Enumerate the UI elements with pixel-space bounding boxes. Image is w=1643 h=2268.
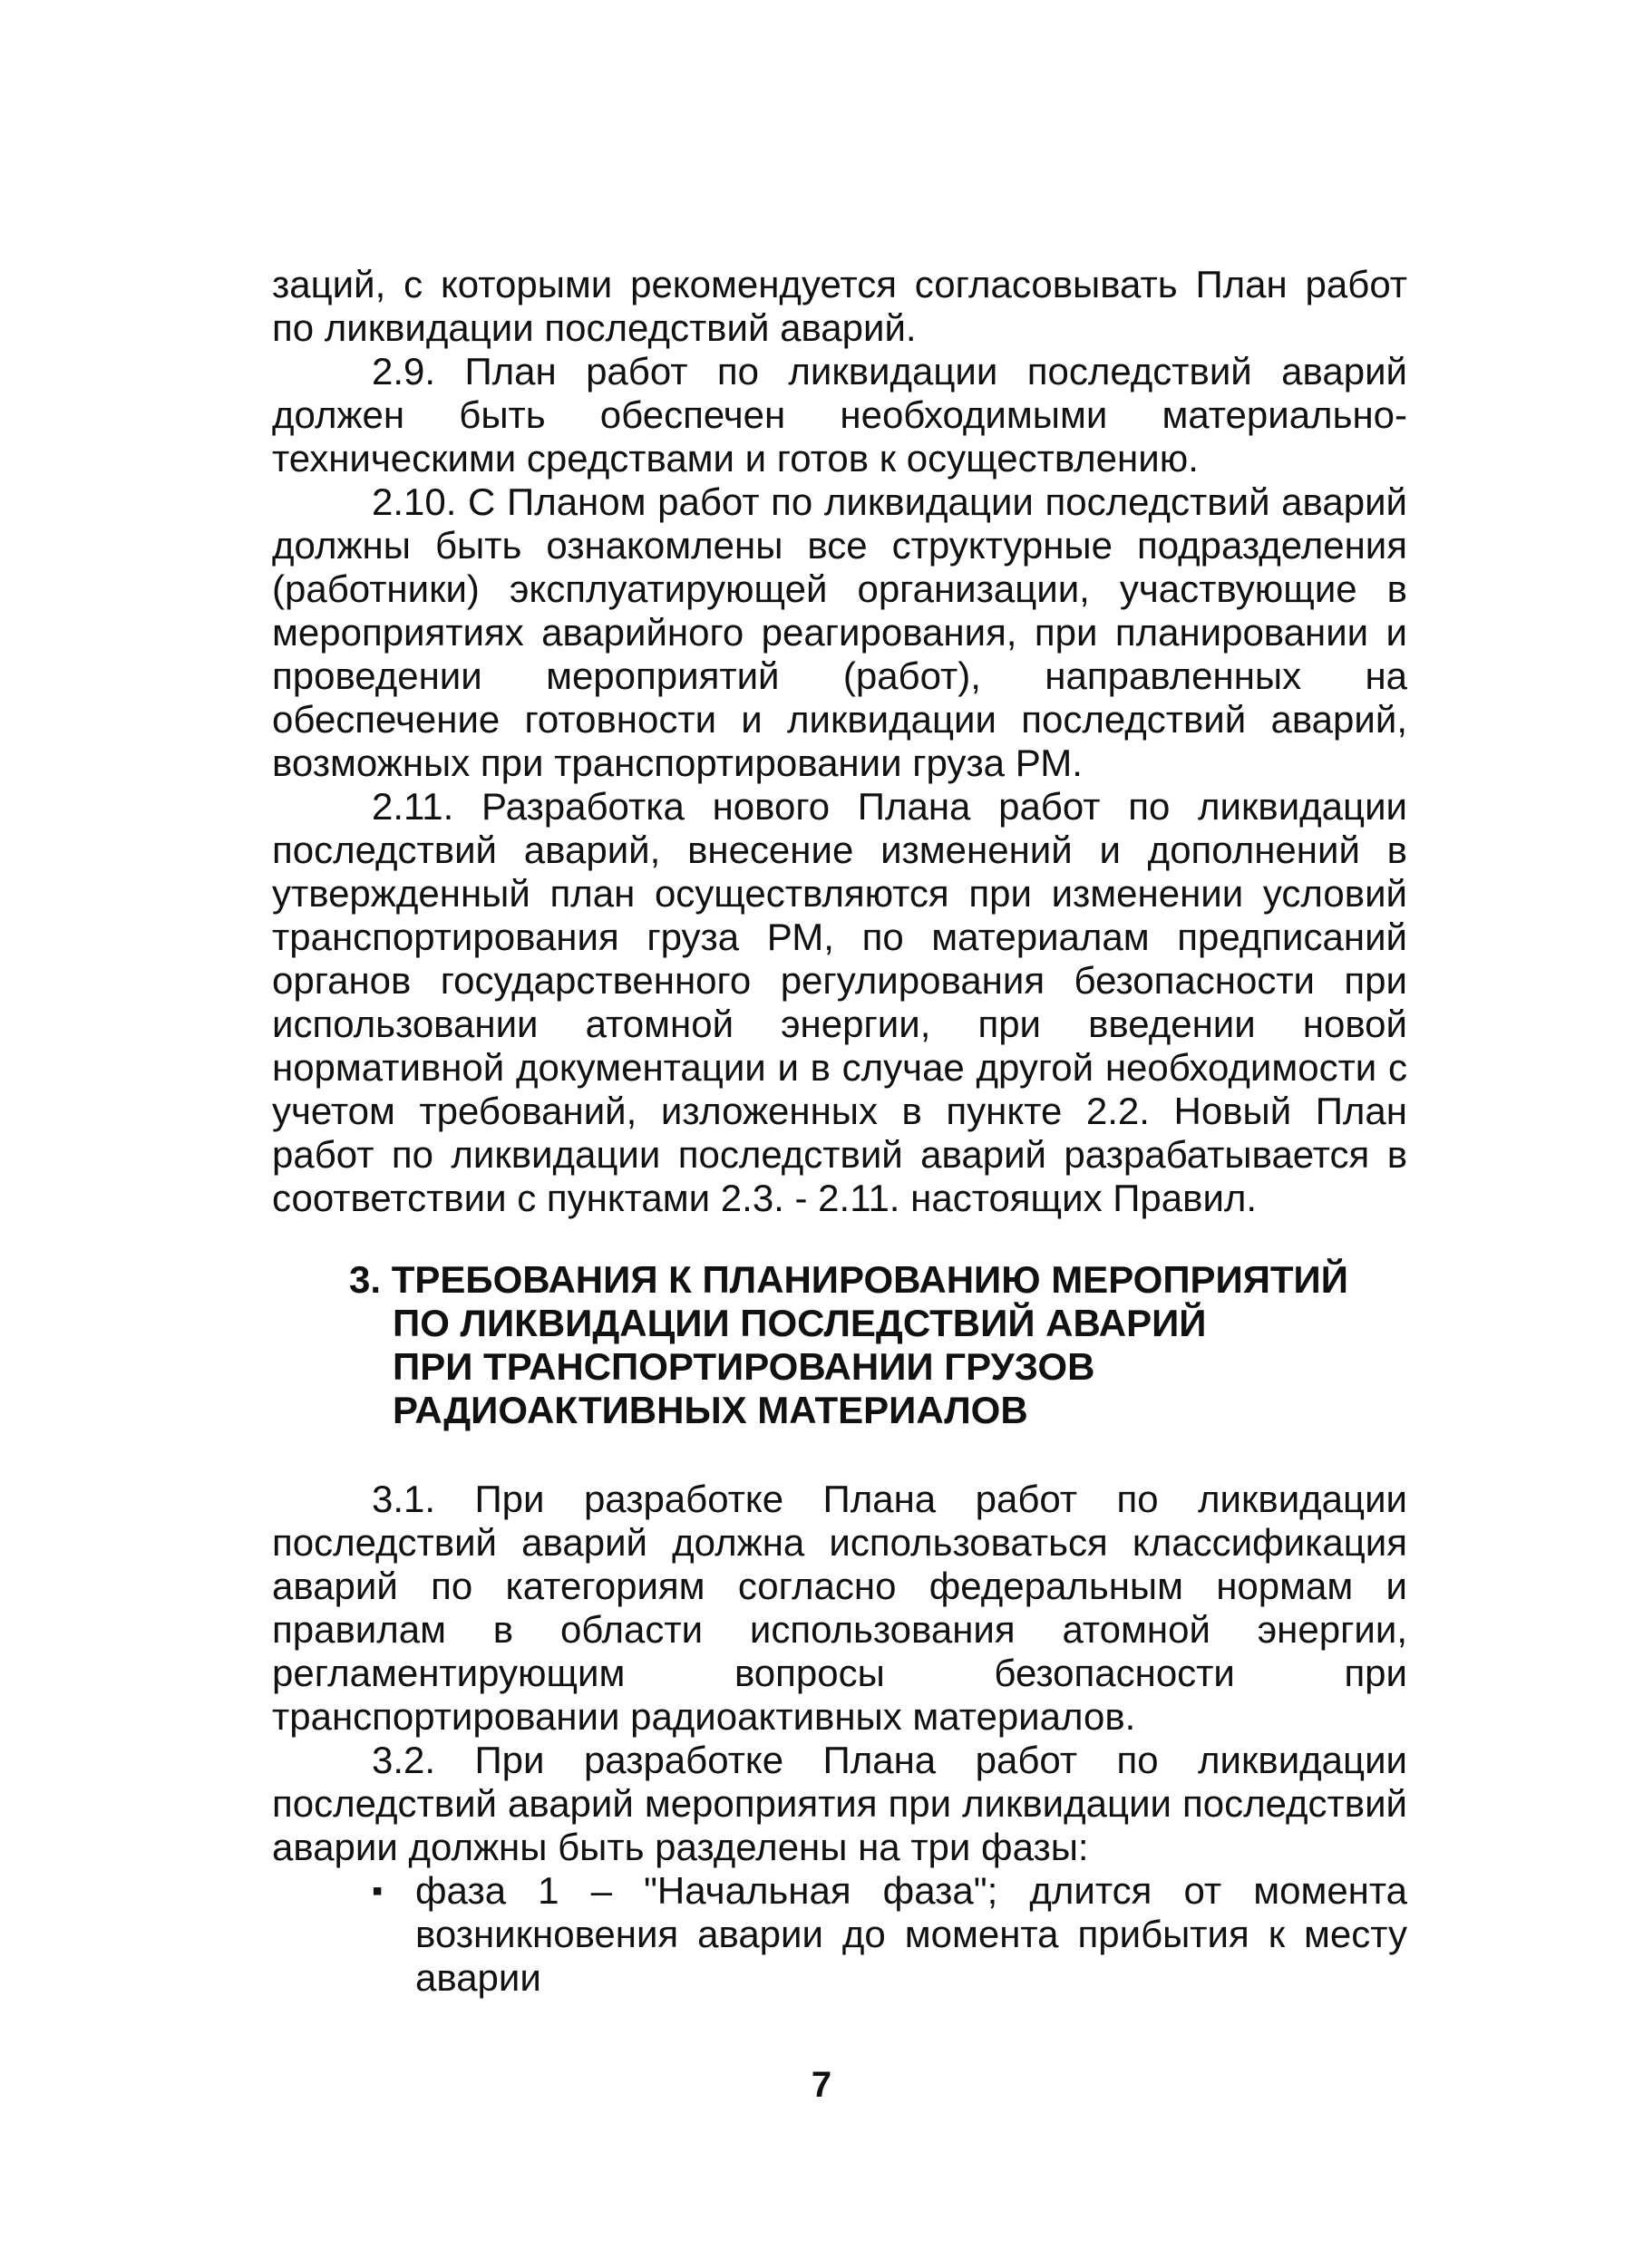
paragraph-2-9: 2.9. План работ по ликвидации последствий аварий должен быть обеспечен необходимыми материально-техническими средствами и готов к осуществлению. xyxy=(272,350,1407,480)
heading-line-3: ПРИ ТРАНСПОРТИРОВАНИИ ГРУЗОВ xyxy=(393,1345,1095,1388)
paragraph-2-11: 2.11. Разработка нового Плана работ по ликвидации последствий аварий, внесение изменений и дополнений в утвержденный план осуществляются при изменении условий транспортирования груза РМ, по материалам предписаний органов государственного регулирования безопасности при использовании атомной энергии, при введении новой нормативной документации и в случае другой необходимости с учетом требований, изложенных в пункте 2.2. Новый План работ по ликвидации последствий аварий разрабатывается в соответствии с пунктами 2.3. - 2.11. настоящих Правил. xyxy=(272,785,1407,1219)
section-heading xyxy=(349,1258,1346,1432)
heading-line-4: РАДИОАКТИВНЫХ МАТЕРИАЛОВ xyxy=(393,1389,1028,1431)
heading-line-1: 3. ТРЕБОВАНИЯ К ПЛАНИРОВАНИЮ МЕРОПРИЯТИЙ xyxy=(349,1258,1348,1301)
list-item-text: фаза 1 – "Начальная фаза"; длится от момента возникновения аварии до момента прибытия к месту аварии xyxy=(415,1869,1407,1999)
paragraph-3-1: 3.1. При разработке Плана работ по ликвидации последствий аварий должна использоваться классификация аварий по категориям согласно федеральным нормам и правилам в области использования атомной энергии, регламентирующим вопросы безопасности при транспортировании радиоактивных материалов. xyxy=(272,1478,1407,1738)
paragraph-2-10: 2.10. С Планом работ по ликвидации последствий аварий должны быть ознакомлены все структурные подразделения (работники) эксплуатирующей организации, участвующие в мероприятиях аварийного реагирования, при планировании и проведении мероприятий (работ), направленных на обеспечение готовности и ликвидации последствий аварий, возможных при транспортировании груза РМ. xyxy=(272,480,1407,784)
list-item-phase-1 xyxy=(272,1869,1407,2000)
paragraph-continuation: заций, с которыми рекомендуется согласовывать План работ по ликвидации последствий аварий. xyxy=(272,263,1407,349)
bottom-text-section xyxy=(272,1478,1407,2000)
heading-line-2: ПО ЛИКВИДАЦИИ ПОСЛЕДСТВИЙ АВАРИЙ xyxy=(393,1302,1207,1344)
paragraph-3-2: 3.2. При разработке Плана работ по ликвидации последствий аварий мероприятия при ликвидации последствий аварии должны быть разделены на три фазы: xyxy=(272,1739,1407,1868)
bullet-icon: ▪ xyxy=(372,1874,384,1908)
page-number: 7 xyxy=(811,2065,832,2105)
top-text-section xyxy=(272,263,1407,1220)
